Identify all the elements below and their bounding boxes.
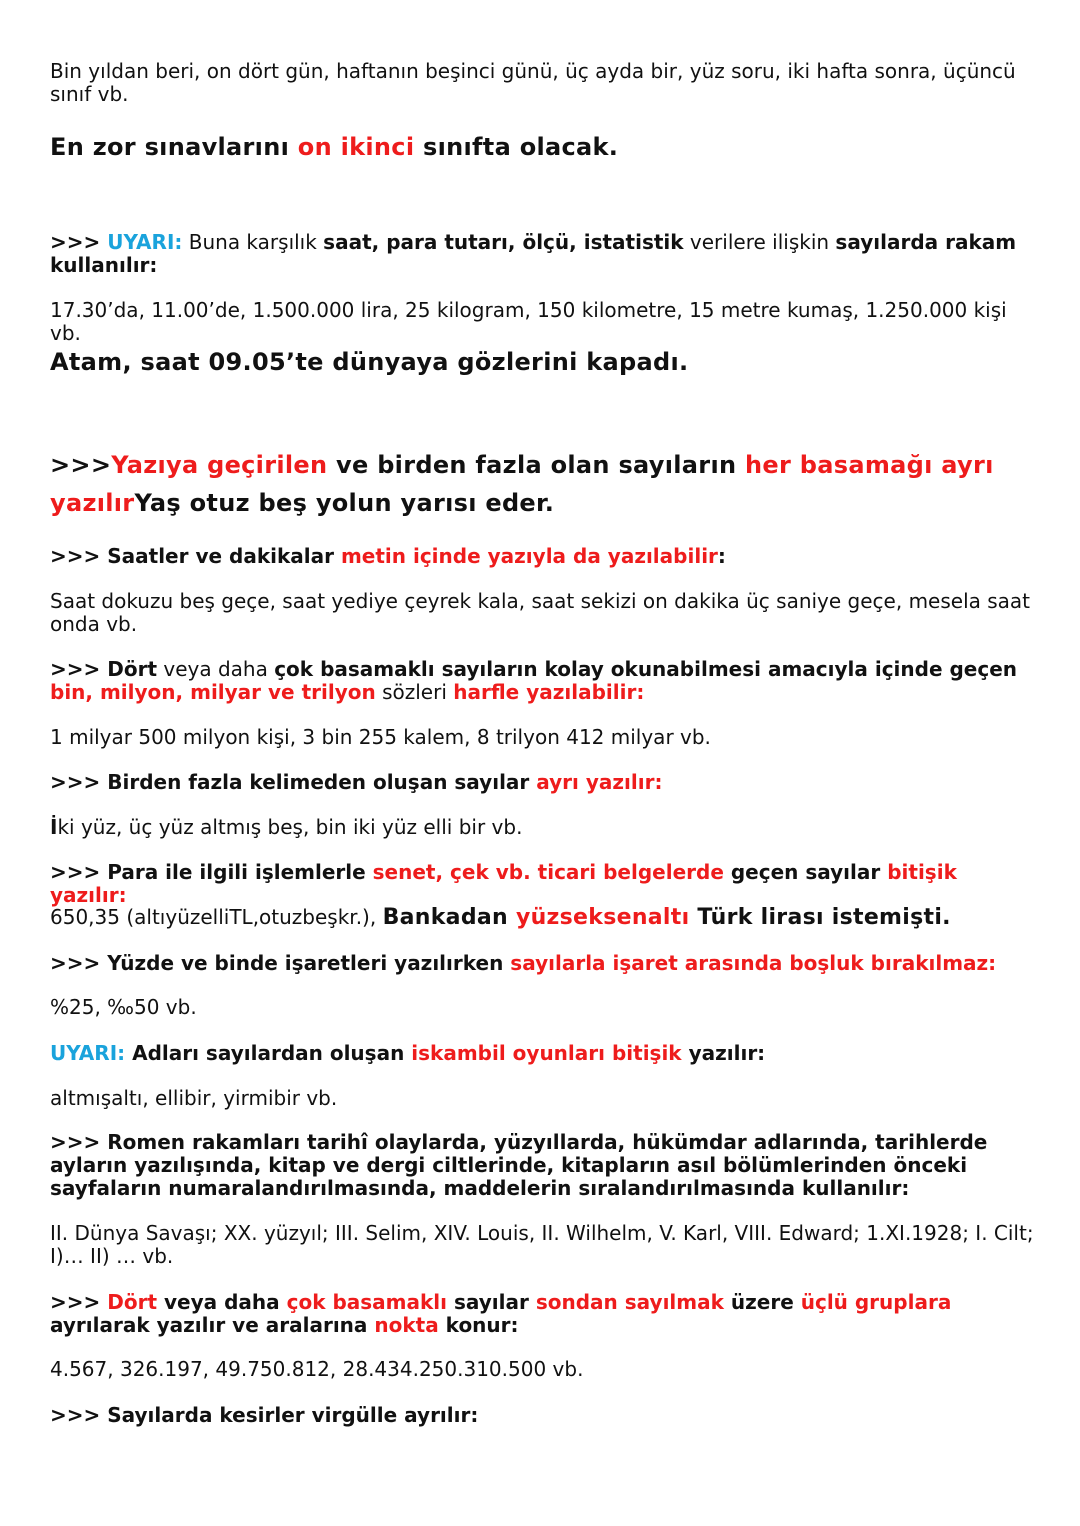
text-run: konur: bbox=[438, 1313, 519, 1337]
rule-three-digit-groups bbox=[50, 1291, 1040, 1337]
text-run: ve birden fazla olan sayıların bbox=[327, 451, 746, 479]
warning-label: UYARI: bbox=[107, 230, 183, 254]
rule-roman-numerals: >>> Romen rakamları tarihî olaylarda, yüzyıllarda, hükümdar adlarında, tarihlerde ayların yazılışında, kitap ve dergi ciltlerinde, kitapların asıl bölümlerinden önceki sayfaların numaralandırılmasında, maddelerin sıralandırılmasında kullanılır: bbox=[50, 1130, 988, 1200]
highlight-run: iskambil oyunları bitişik bbox=[411, 1041, 682, 1065]
highlight-run: çok basamaklı bbox=[286, 1290, 448, 1314]
bold-run: Türk lirası istemişti. bbox=[689, 905, 951, 930]
example-sentence-exam bbox=[50, 132, 1040, 162]
highlight-run: üçlü gruplara bbox=[800, 1290, 952, 1314]
text-run: 650,35 (altıyüzelliTL,otuzbeşkr.), bbox=[50, 905, 383, 929]
highlight-run: sayılarla işaret arasında boşluk bırakılmaz: bbox=[510, 951, 997, 975]
text-run: ki yüz, üç yüz altmış beş, bin iki yüz elli bir vb. bbox=[57, 815, 523, 839]
warning-rule-digits bbox=[50, 231, 1040, 277]
text-run: Buna karşılık bbox=[182, 230, 324, 254]
text-run: veya daha bbox=[157, 1290, 287, 1314]
text-run: Adları sayılardan oluşan bbox=[125, 1041, 412, 1065]
rule-percent-signs bbox=[50, 952, 1040, 975]
text-run: >>> bbox=[50, 1290, 108, 1314]
text-run: sözleri bbox=[375, 680, 454, 704]
paragraph-large-number-examples: 1 milyar 500 milyon kişi, 3 bin 255 kalem, 8 trilyon 412 milyar vb. bbox=[50, 725, 711, 749]
bold-run: Bankadan bbox=[382, 905, 516, 930]
rule-decimal-comma: >>> Sayılarda kesirler virgülle ayrılır: bbox=[50, 1403, 479, 1427]
bold-run: İ bbox=[50, 815, 58, 839]
rule-money-documents bbox=[50, 861, 1040, 907]
text-run: Yaş otuz beş yolun yarısı eder. bbox=[134, 489, 555, 517]
bold-run: saat, para tutarı, ölçü, istatistik bbox=[323, 230, 684, 254]
text-run: : bbox=[717, 544, 726, 568]
bold-run: >>> Dört bbox=[50, 657, 158, 681]
highlight-run: on ikinci bbox=[297, 133, 415, 161]
text-run: >>> Saatler ve dakikalar bbox=[50, 544, 341, 568]
text-run: verilere ilişkin bbox=[683, 230, 836, 254]
bold-run: çok basamaklı sayıların kolay okunabilmesi amacıyla içinde geçen bbox=[274, 657, 1018, 681]
arrow-marker: >>> bbox=[50, 230, 108, 254]
highlight-run: her basamağı ayrı yazılır bbox=[50, 451, 994, 517]
highlight-run: Yazıya geçirilen bbox=[111, 451, 328, 479]
bold-run: sayılarda rakam kullanılır: bbox=[50, 230, 1017, 277]
text-run: geçen sayılar bbox=[723, 860, 888, 884]
rule-multiword-numbers bbox=[50, 771, 1040, 794]
highlight-run: Dört bbox=[107, 1290, 158, 1314]
text-run: sınıfta olacak. bbox=[414, 133, 619, 161]
highlight-run: bin, milyon, milyar ve trilyon bbox=[50, 680, 376, 704]
highlight-run: yüzseksenaltı bbox=[515, 905, 690, 930]
rule-large-numbers-words bbox=[50, 658, 1040, 704]
highlight-run: senet, çek vb. ticari belgelerde bbox=[372, 860, 724, 884]
text-run: >>> Para ile ilgili işlemlerle bbox=[50, 860, 373, 884]
paragraph-multiword-examples bbox=[50, 816, 1040, 839]
paragraph-digit-examples: 17.30’da, 11.00’de, 1.500.000 lira, 25 kilogram, 150 kilometre, 15 metre kumaş, 1.250.000 kişi vb. bbox=[50, 298, 1007, 345]
paragraph-ordinal-examples: Bin yıldan beri, on dört gün, haftanın beşinci günü, üç ayda bir, yüz soru, iki hafta sonra, üçüncü sınıf vb. bbox=[50, 59, 1016, 106]
text-run: sayılar bbox=[447, 1290, 536, 1314]
text-run: >>> Birden fazla kelimeden oluşan sayılar bbox=[50, 770, 537, 794]
paragraph-percent-examples: %25, ‰50 vb. bbox=[50, 995, 197, 1019]
rule-separate-digits bbox=[50, 446, 1040, 522]
highlight-run: bitişik yazılır: bbox=[50, 860, 957, 907]
text-run: >>> Yüzde ve binde işaretleri yazılırken bbox=[50, 951, 511, 975]
paragraph-money-example bbox=[50, 904, 1040, 931]
text-run: veya daha bbox=[157, 657, 275, 681]
paragraph-roman-examples: II. Dünya Savaşı; XX. yüzyıl; III. Selim, XIV. Louis, II. Wilhelm, V. Karl, VIII. Edward; 1.XI.1928; I. Cilt; I)… II) … vb. bbox=[50, 1221, 1034, 1268]
highlight-run: sondan sayılmak bbox=[535, 1290, 724, 1314]
paragraph-time-examples: Saat dokuzu beş geçe, saat yediye çeyrek kala, saat sekizi on dakika üç saniye geçe, mesela saat onda vb. bbox=[50, 589, 1031, 636]
example-sentence-atam: Atam, saat 09.05’te dünyaya gözlerini kapadı. bbox=[50, 348, 689, 376]
warning-label: UYARI: bbox=[50, 1041, 126, 1065]
text-run: ayrılarak yazılır ve aralarına bbox=[50, 1313, 375, 1337]
paragraph-group-examples: 4.567, 326.197, 49.750.812, 28.434.250.310.500 vb. bbox=[50, 1357, 584, 1381]
highlight-run: nokta bbox=[374, 1313, 439, 1337]
arrow-marker: >>> bbox=[50, 451, 112, 479]
paragraph-card-game-examples: altmışaltı, ellibir, yirmibir vb. bbox=[50, 1086, 338, 1110]
text-run: üzere bbox=[723, 1290, 801, 1314]
text-run: En zor sınavlarını bbox=[50, 133, 298, 161]
warning-card-games bbox=[50, 1042, 1040, 1065]
text-run: yazılır: bbox=[681, 1041, 766, 1065]
highlight-run: metin içinde yazıyla da yazılabilir bbox=[340, 544, 718, 568]
highlight-run: harfle yazılabilir: bbox=[453, 680, 645, 704]
highlight-run: ayrı yazılır: bbox=[536, 770, 663, 794]
rule-hours-minutes bbox=[50, 545, 1040, 568]
